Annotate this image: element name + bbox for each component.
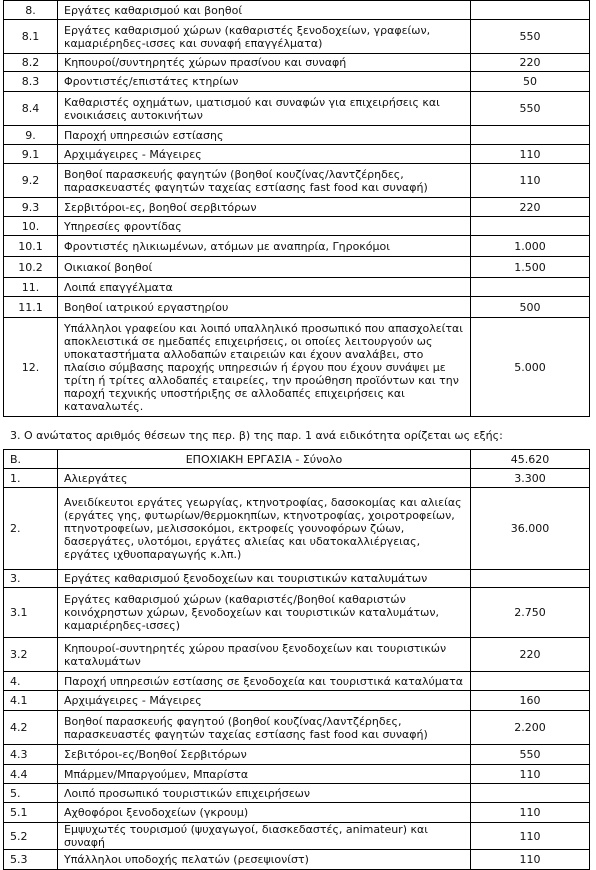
table-row: [4, 784, 590, 803]
table-row: [4, 198, 590, 217]
table-row: [4, 850, 590, 870]
row-description: Αχθοφόροι ξενοδοχείων (γκρουμ): [58, 803, 471, 823]
table-row: [4, 672, 590, 691]
row-value: [471, 570, 590, 588]
row-description: Καθαριστές οχημάτων, ιματισμού και συναφών για επιχειρήσεις και ενοικιάσεις αυτοκινήτων: [58, 92, 471, 126]
row-description: Εργάτες καθαρισμού και βοηθοί: [58, 1, 471, 20]
row-description: Υπάλληλοι γραφείου και λοιπό υπαλληλικό προσωπικό που απασχολείται αποκλειστικά σε ημεδαπές επιχειρήσεις, οι οποίες λειτουργούν ως υποκαταστήματα αλλοδαπών εταιρειών και έχουν αναλάβει, στο πλαίσιο σύμβασης παροχής υπηρεσιών ή έργου που έχουν συνάψει με τρίτη ή τρίτες αλλοδαπές εταιρείες, την προώθηση προϊόντων και την παροχή τεχνικής υποστήριξης σε αλλοδαπές επιχειρήσεις και καταναλωτές.: [58, 318, 471, 417]
row-value: 500: [471, 297, 590, 318]
row-value: 36.000: [471, 488, 590, 570]
table-row: [4, 236, 590, 257]
table-header-row: [4, 450, 590, 469]
row-description: Ανειδίκευτοι εργάτες γεωργίας, κτηνοτροφίας, δασοκομίας και αλιείας (εργάτες γης, φυτωρίων/θερμοκηπίων, κτηνοτροφίας, χοιροτροφείων, πτηνοτροφείων, μελισσοκόμοι, εκτροφείς γουνοφόρων ζώων, δασεργάτες, υλοτόμοι, εργάτες αλιείας και υδατοκαλλιέργειας, εργάτες ιχθυοπαραγωγής κ.λπ.): [58, 488, 471, 570]
row-value: 220: [471, 54, 590, 72]
row-value: 1.500: [471, 257, 590, 278]
row-value: 220: [471, 638, 590, 672]
table-row: [4, 72, 590, 92]
row-value: 1.000: [471, 236, 590, 257]
row-description: Αρχιμάγειρες - Μάγειρες: [58, 145, 471, 164]
row-description: Υπάλληλοι υποδοχής πελατών (ρεσεψιονίστ): [58, 850, 471, 870]
row-value: [471, 1, 590, 20]
table-row: [4, 145, 590, 164]
row-number: 9.: [4, 126, 58, 145]
row-number: 12.: [4, 318, 58, 417]
row-description: Οικιακοί βοηθοί: [58, 257, 471, 278]
section-title: ΕΠΟΧΙΑΚΗ ΕΡΓΑΣΙΑ - Σύνολο: [58, 450, 471, 469]
row-value: 550: [471, 92, 590, 126]
row-number: 1.: [4, 469, 58, 488]
table-row: [4, 20, 590, 54]
row-description: Βοηθοί παρασκευής φαγητού (βοηθοί κουζίνας/λαντζέρηδες, παρασκευαστές φαγητών ταχείας εστίασης fast food και συναφή): [58, 711, 471, 745]
table-row: [4, 570, 590, 588]
table-row: [4, 1, 590, 20]
row-value: [471, 278, 590, 297]
paragraph-note: 3. Ο ανώτατος αριθμός θέσεων της περ. β) της παρ. 1 ανά ειδικότητα ορίζεται ως εξής:: [10, 429, 503, 442]
row-number: 10.1: [4, 236, 58, 257]
row-value: 110: [471, 145, 590, 164]
row-value: 5.000: [471, 318, 590, 417]
row-value: 110: [471, 164, 590, 198]
row-number: 8.2: [4, 54, 58, 72]
table-row: [4, 92, 590, 126]
table-row: [4, 278, 590, 297]
row-number: 5.: [4, 784, 58, 803]
row-number: 8.4: [4, 92, 58, 126]
seasonal-work-quota-table: [3, 449, 590, 870]
row-description: Φροντιστές ηλικιωμένων, ατόμων με αναπηρία, Γηροκόμοι: [58, 236, 471, 257]
row-value: [471, 217, 590, 236]
row-value: 3.300: [471, 469, 590, 488]
table-row: [4, 318, 590, 417]
row-description: Εργάτες καθαρισμού χώρων (καθαριστές/βοηθοί καθαριστών κοινόχρηστων χώρων, ξενοδοχείων και τουριστικών καταλυμάτων, καμαριέρηδες-ισσες): [58, 588, 471, 638]
row-description: Εμψυχωτές τουρισμού (ψυχαγωγοί, διασκεδαστές, animateur) και συναφή: [58, 823, 471, 850]
row-value: 220: [471, 198, 590, 217]
row-number: 8.3: [4, 72, 58, 92]
row-description: Παροχή υπηρεσιών εστίασης: [58, 126, 471, 145]
row-number: 3.2: [4, 638, 58, 672]
table-row: [4, 588, 590, 638]
row-description: Εργάτες καθαρισμού ξενοδοχείων και τουριστικών καταλυμάτων: [58, 570, 471, 588]
table-row: [4, 691, 590, 711]
row-value: 110: [471, 823, 590, 850]
row-number: 4.1: [4, 691, 58, 711]
occupation-quota-table-a: [3, 0, 590, 417]
row-number: 5.2: [4, 823, 58, 850]
row-value: 110: [471, 803, 590, 823]
row-value: 110: [471, 850, 590, 870]
row-number: 3.: [4, 570, 58, 588]
row-description: Κηπουροί/συντηρητές χώρων πρασίνου και συναφή: [58, 54, 471, 72]
row-value: 2.750: [471, 588, 590, 638]
row-description: Σερβιτόροι-ες, βοηθοί σερβιτόρων: [58, 198, 471, 217]
table-row: [4, 126, 590, 145]
row-number: 8.: [4, 1, 58, 20]
row-description: Υπηρεσίες φροντίδας: [58, 217, 471, 236]
table-row: [4, 164, 590, 198]
row-description: Φροντιστές/επιστάτες κτηρίων: [58, 72, 471, 92]
row-number: 11.: [4, 278, 58, 297]
row-number: 11.1: [4, 297, 58, 318]
row-description: Λοιπά επαγγέλματα: [58, 278, 471, 297]
row-description: Αρχιμάγειρες - Μάγειρες: [58, 691, 471, 711]
row-description: Βοηθοί παρασκευής φαγητών (βοηθοί κουζίνας/λαντζέρηδες, παρασκευαστές φαγητών ταχείας εστίασης fast food και συναφή): [58, 164, 471, 198]
row-description: Βοηθοί ιατρικού εργαστηρίου: [58, 297, 471, 318]
row-number: 9.3: [4, 198, 58, 217]
row-description: Εργάτες καθαρισμού χώρων (καθαριστές ξενοδοχείων, γραφείων, καμαριέρηδες-ισσες και συναφή επαγγέλματα): [58, 20, 471, 54]
row-number: 4.3: [4, 745, 58, 765]
row-value: 550: [471, 20, 590, 54]
row-description: Σεβιτόροι-ες/Βοηθοί Σερβιτόρων: [58, 745, 471, 765]
row-number: 5.3: [4, 850, 58, 870]
table-row: [4, 217, 590, 236]
row-number: 4.: [4, 672, 58, 691]
table-row: [4, 469, 590, 488]
table-row: [4, 297, 590, 318]
row-description: Κηπουροί-συντηρητές χώρου πρασίνου ξενοδοχείων και τουριστικών καταλυμάτων: [58, 638, 471, 672]
table-row: [4, 823, 590, 850]
row-number: 5.1: [4, 803, 58, 823]
row-description: Λοιπό προσωπικό τουριστικών επιχειρήσεων: [58, 784, 471, 803]
table-row: [4, 257, 590, 278]
row-number: 9.2: [4, 164, 58, 198]
row-number: 8.1: [4, 20, 58, 54]
row-number: 10.2: [4, 257, 58, 278]
row-number: 10.: [4, 217, 58, 236]
row-number: 2.: [4, 488, 58, 570]
row-description: Αλιεργάτες: [58, 469, 471, 488]
table-row: [4, 745, 590, 765]
row-value: [471, 672, 590, 691]
section-total: 45.620: [471, 450, 590, 469]
table-row: [4, 54, 590, 72]
row-value: [471, 784, 590, 803]
row-value: [471, 126, 590, 145]
row-number: 3.1: [4, 588, 58, 638]
row-number: 9.1: [4, 145, 58, 164]
table-row: [4, 765, 590, 784]
table-row: [4, 803, 590, 823]
row-value: 50: [471, 72, 590, 92]
table-row: [4, 638, 590, 672]
row-value: 160: [471, 691, 590, 711]
row-value: 110: [471, 765, 590, 784]
row-value: 550: [471, 745, 590, 765]
row-description: Παροχή υπηρεσιών εστίασης σε ξενοδοχεία και τουριστικά καταλύματα: [58, 672, 471, 691]
row-value: 2.200: [471, 711, 590, 745]
section-number: Β.: [4, 450, 58, 469]
row-description: Μπάρμεν/Μπαργούμεν, Μπαρίστα: [58, 765, 471, 784]
row-number: 4.2: [4, 711, 58, 745]
table-row: [4, 488, 590, 570]
table-row: [4, 711, 590, 745]
row-number: 4.4: [4, 765, 58, 784]
